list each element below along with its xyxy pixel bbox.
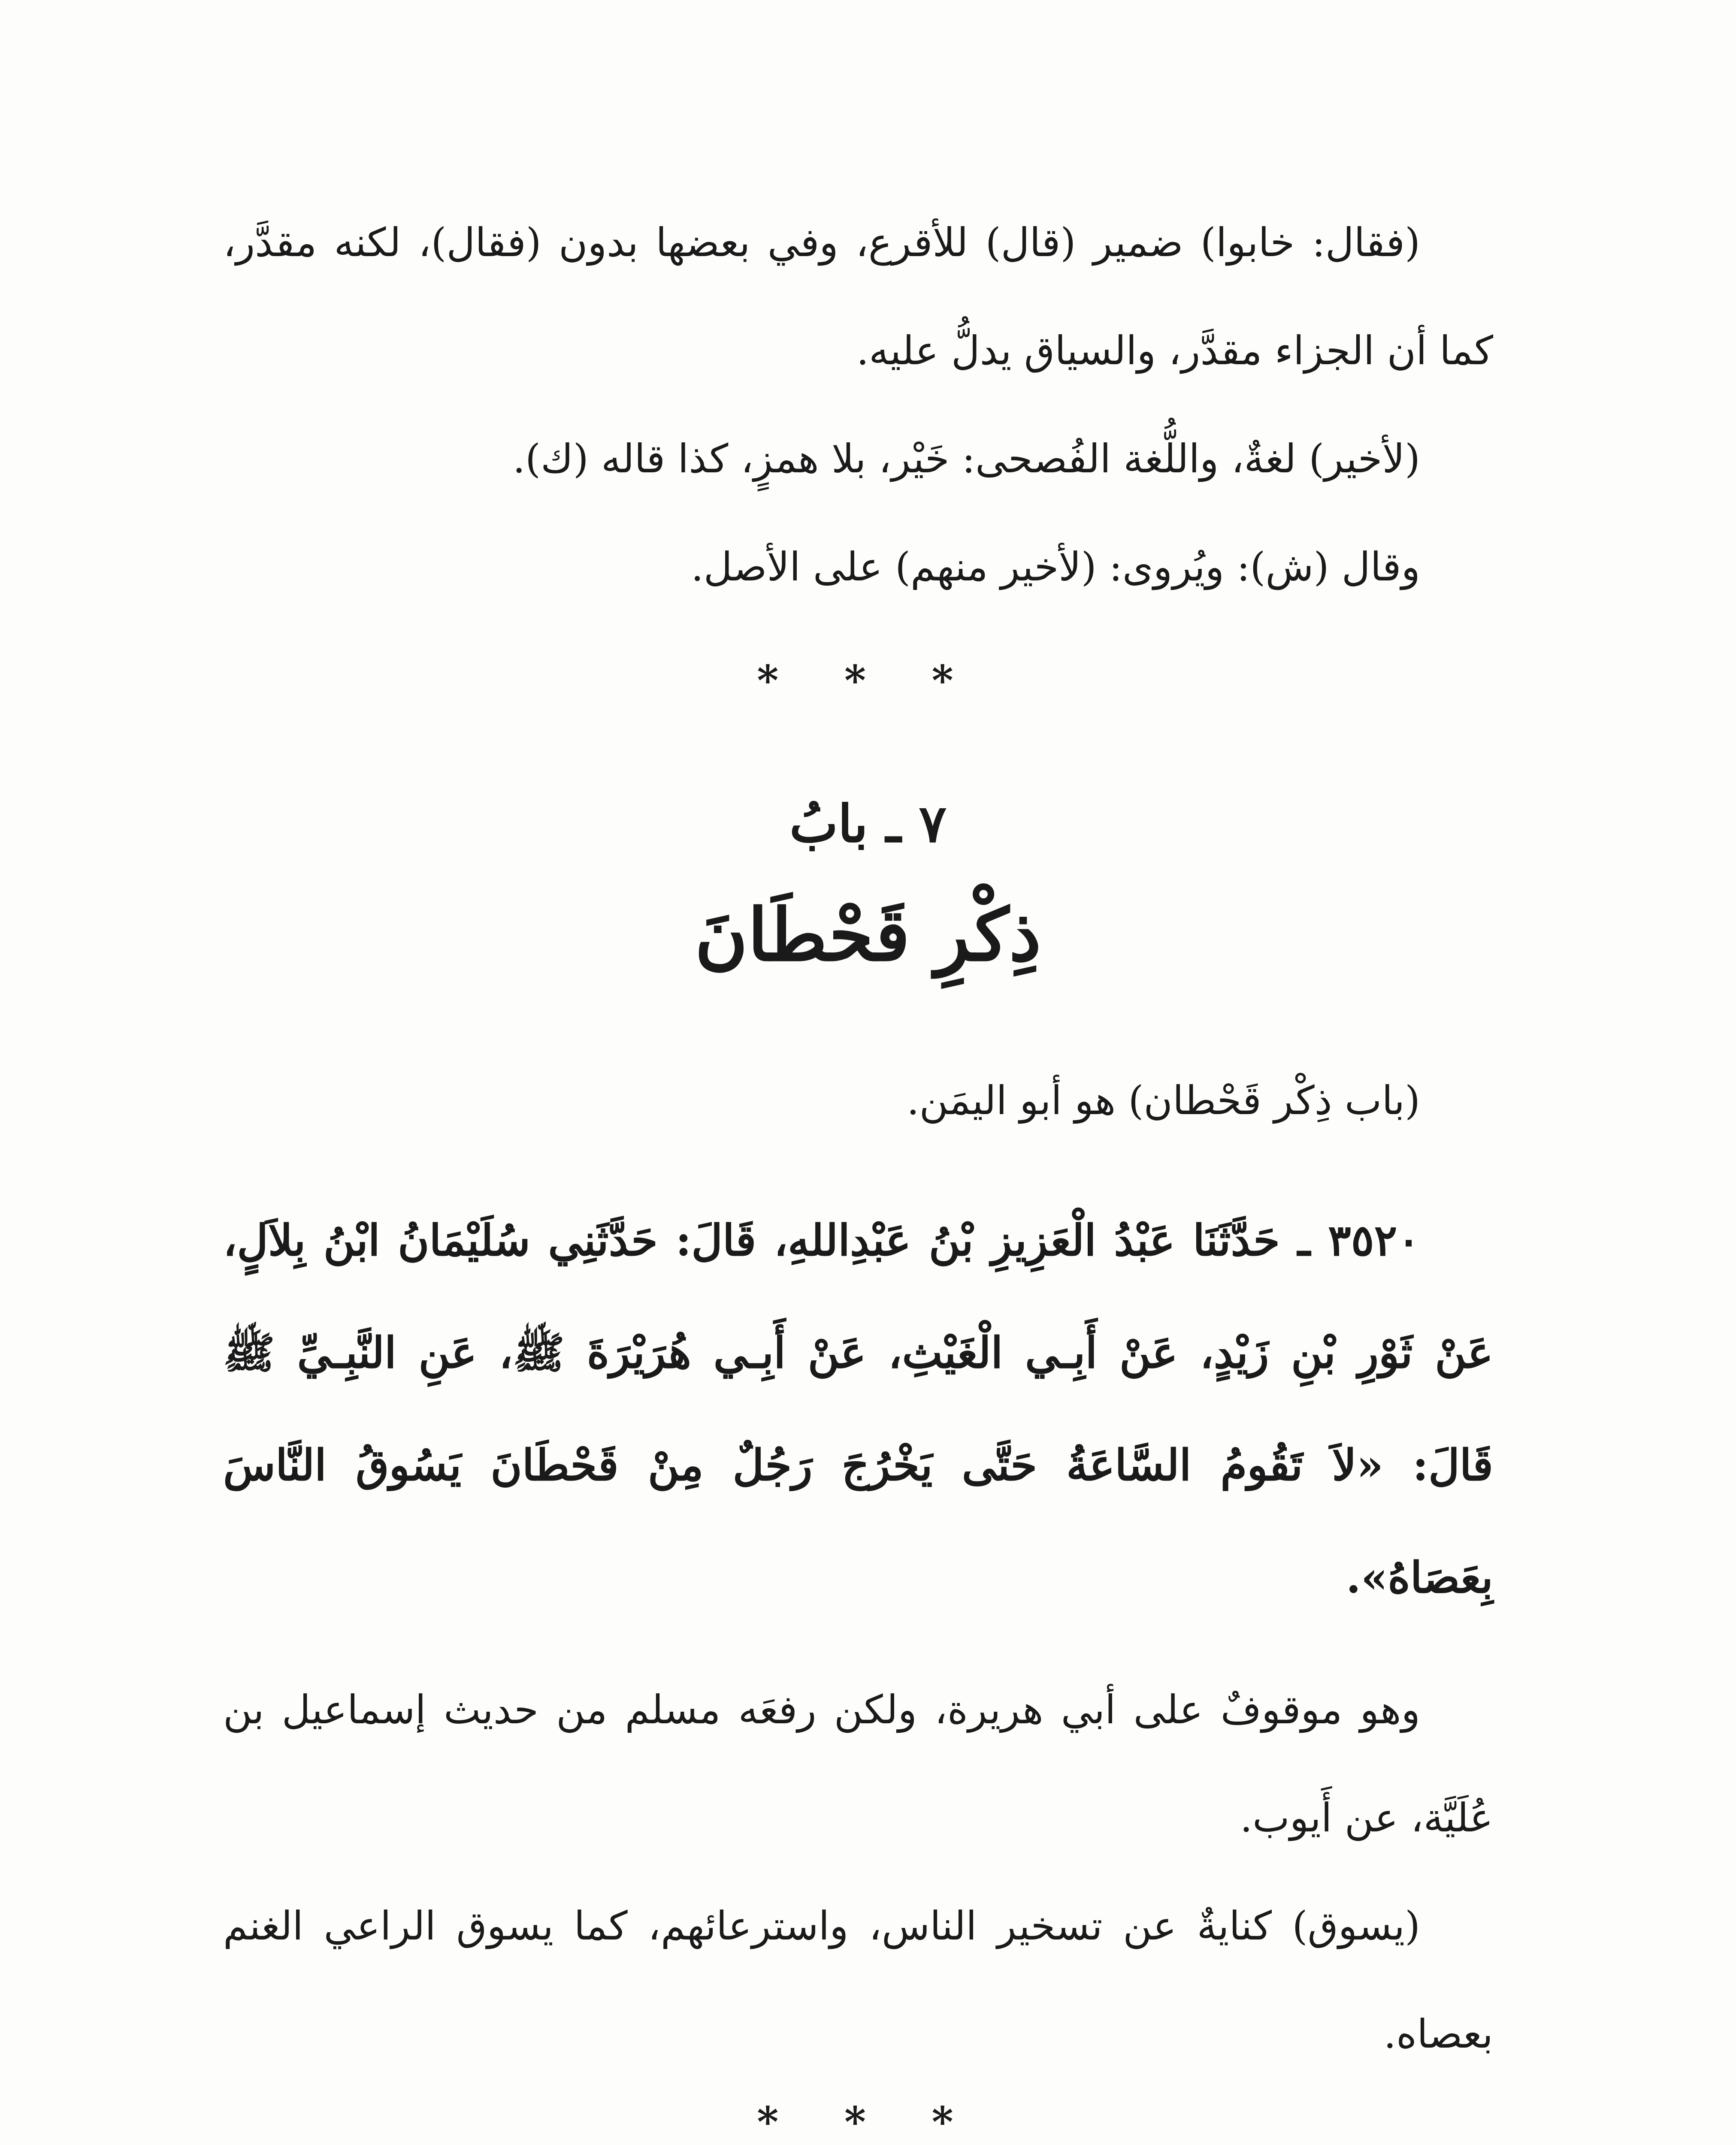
section-separator-top: * * * bbox=[757, 656, 979, 705]
section-separator-bottom: * * * bbox=[757, 2098, 979, 2145]
commentary-block-bottom bbox=[223, 1656, 1493, 2088]
commentary-paragraph-yasuq: (يسوق) كنايةٌ عن تسخير الناس، واسترعائهم، كما يسوق الراعي الغنم بعصاه. bbox=[223, 1903, 1493, 2057]
chapter-intro-paragraph: (باب ذِكْر قَحْطان) هو أبو اليمَن. bbox=[907, 1078, 1420, 1124]
chapter-title: ذِكْرِ قَحْطَانَ bbox=[695, 892, 1041, 977]
hadith-text: ٣٥٢٠ ـ حَدَّثَنَا عَبْدُ الْعَزِيزِ بْنُ عَبْدِاللهِ، قَالَ: حَدَّثَنِي سُلَيْمَانُ ابْنُ بِلاَلٍ، عَنْ ثَوْرِ بْنِ زَيْدٍ، عَنْ أَبِـي الْغَيْثِ، عَنْ أَبِـي هُرَيْرَةَ ﷺ، عَنِ النَّبِـيِّ ﷺ قَالَ: «لاَ تَقُومُ السَّاعَةُ حَتَّى يَخْرُجَ رَجُلٌ مِنْ قَحْطَانَ يَسُوقُ النَّاسَ بِعَصَاهُ». bbox=[223, 1215, 1493, 1603]
commentary-paragraph-lakhyar: (لأخير) لغةٌ، واللُّغة الفُصحى: خَيْر، بلا همزٍ، كذا قاله (ك). bbox=[512, 436, 1420, 482]
chapter-intro-block bbox=[223, 1047, 1493, 1155]
commentary-paragraph-sh: وقال (ش): ويُروى: (لأخير منهم) على الأصل. bbox=[691, 544, 1420, 590]
commentary-paragraph-khabu: (فقال: خابوا) ضمير (قال) للأقرع، وفي بعضها بدون (فقال)، لكنه مقدَّر، كما أن الجزاء مقدَّر، والسياق يدلُّ عليه. bbox=[223, 220, 1493, 374]
commentary-block-top bbox=[223, 189, 1493, 621]
commentary-paragraph-mawquf: وهو موقوفٌ على أبي هريرة، ولكن رفعَه مسلم من حديث إسماعيل بن عُلَيَّة، عن أَيوب. bbox=[223, 1687, 1493, 1841]
chapter-number: ٧ ـ بابُ bbox=[789, 794, 947, 854]
hadith-block bbox=[223, 1184, 1493, 1634]
